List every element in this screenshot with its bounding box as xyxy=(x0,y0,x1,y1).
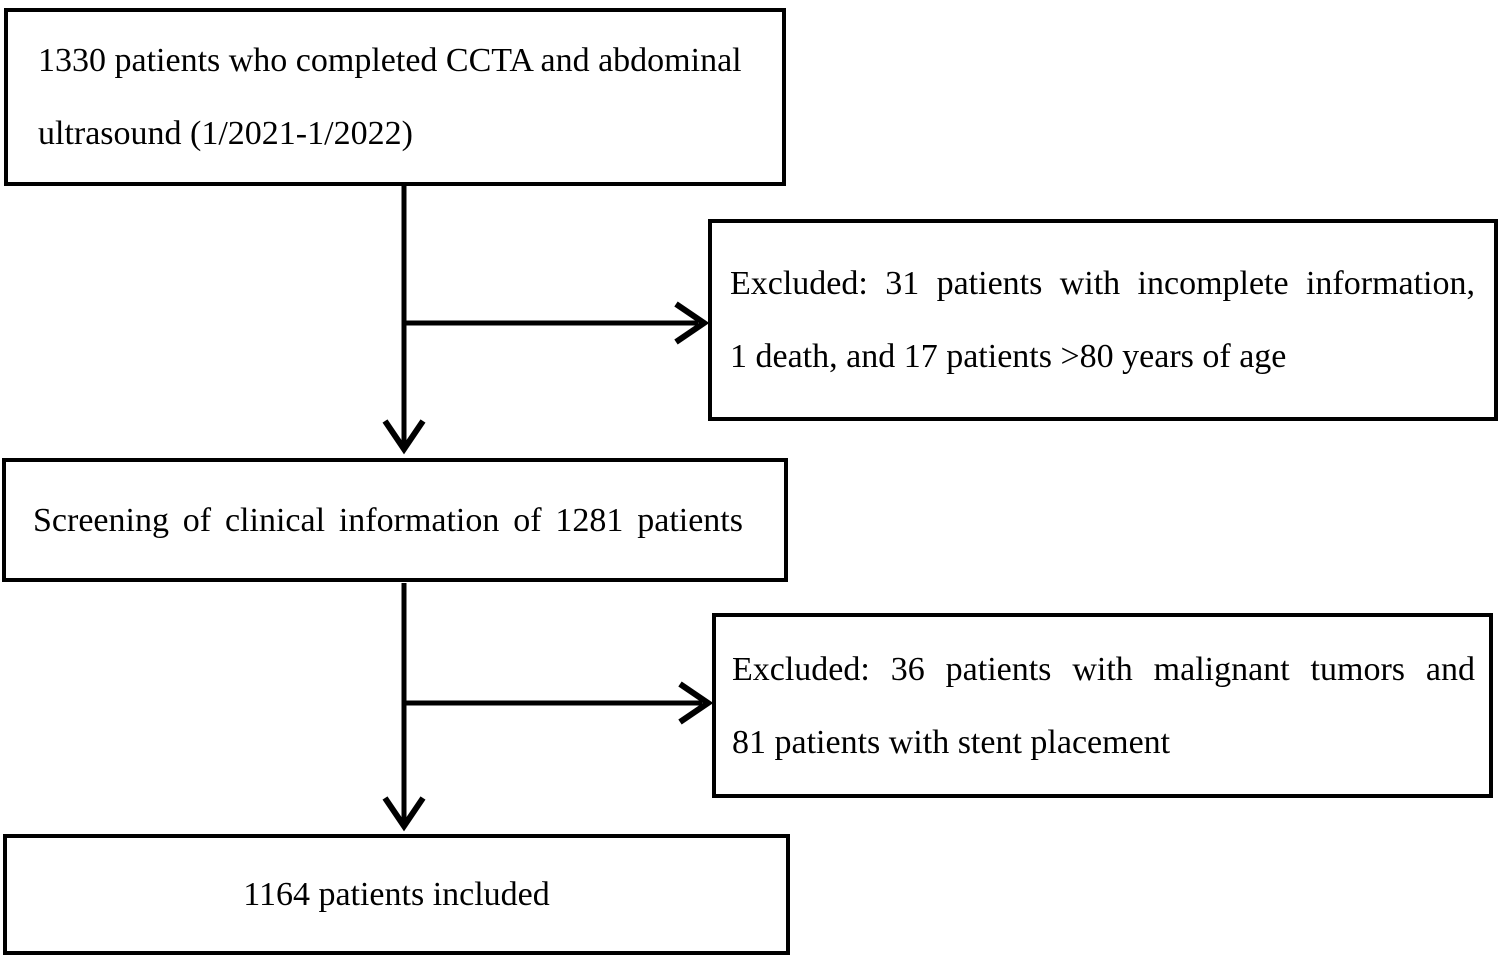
arrow-initial-to-screening xyxy=(385,186,423,449)
box-screening-text: Screening of clinical information of 1281 patients xyxy=(33,501,743,539)
box-excluded-first xyxy=(708,219,1498,421)
box-initial-patients xyxy=(4,8,786,186)
box-excluded-second xyxy=(712,613,1493,798)
box-excluded-first-line1: Excluded: 31 patients with incomplete information, xyxy=(730,265,1475,302)
arrow-screening-to-included xyxy=(385,583,423,826)
arrow-to-excluded-second xyxy=(404,684,708,722)
box-initial-line2: ultrasound (1/2021-1/2022) xyxy=(38,115,413,152)
box-included-text: 1164 patients included xyxy=(243,876,550,913)
box-excluded-second-line2: 81 patients with stent placement xyxy=(732,723,1171,761)
arrow-to-excluded-first xyxy=(404,304,704,342)
box-initial-line1: 1330 patients who completed CCTA and abdominal xyxy=(38,42,742,79)
box-included-patients xyxy=(3,834,790,955)
box-excluded-second-line1: Excluded: 36 patients with malignant tumors and xyxy=(732,650,1475,688)
box-screening xyxy=(2,458,788,582)
box-excluded-first-line2: 1 death, and 17 patients >80 years of age xyxy=(730,338,1287,375)
